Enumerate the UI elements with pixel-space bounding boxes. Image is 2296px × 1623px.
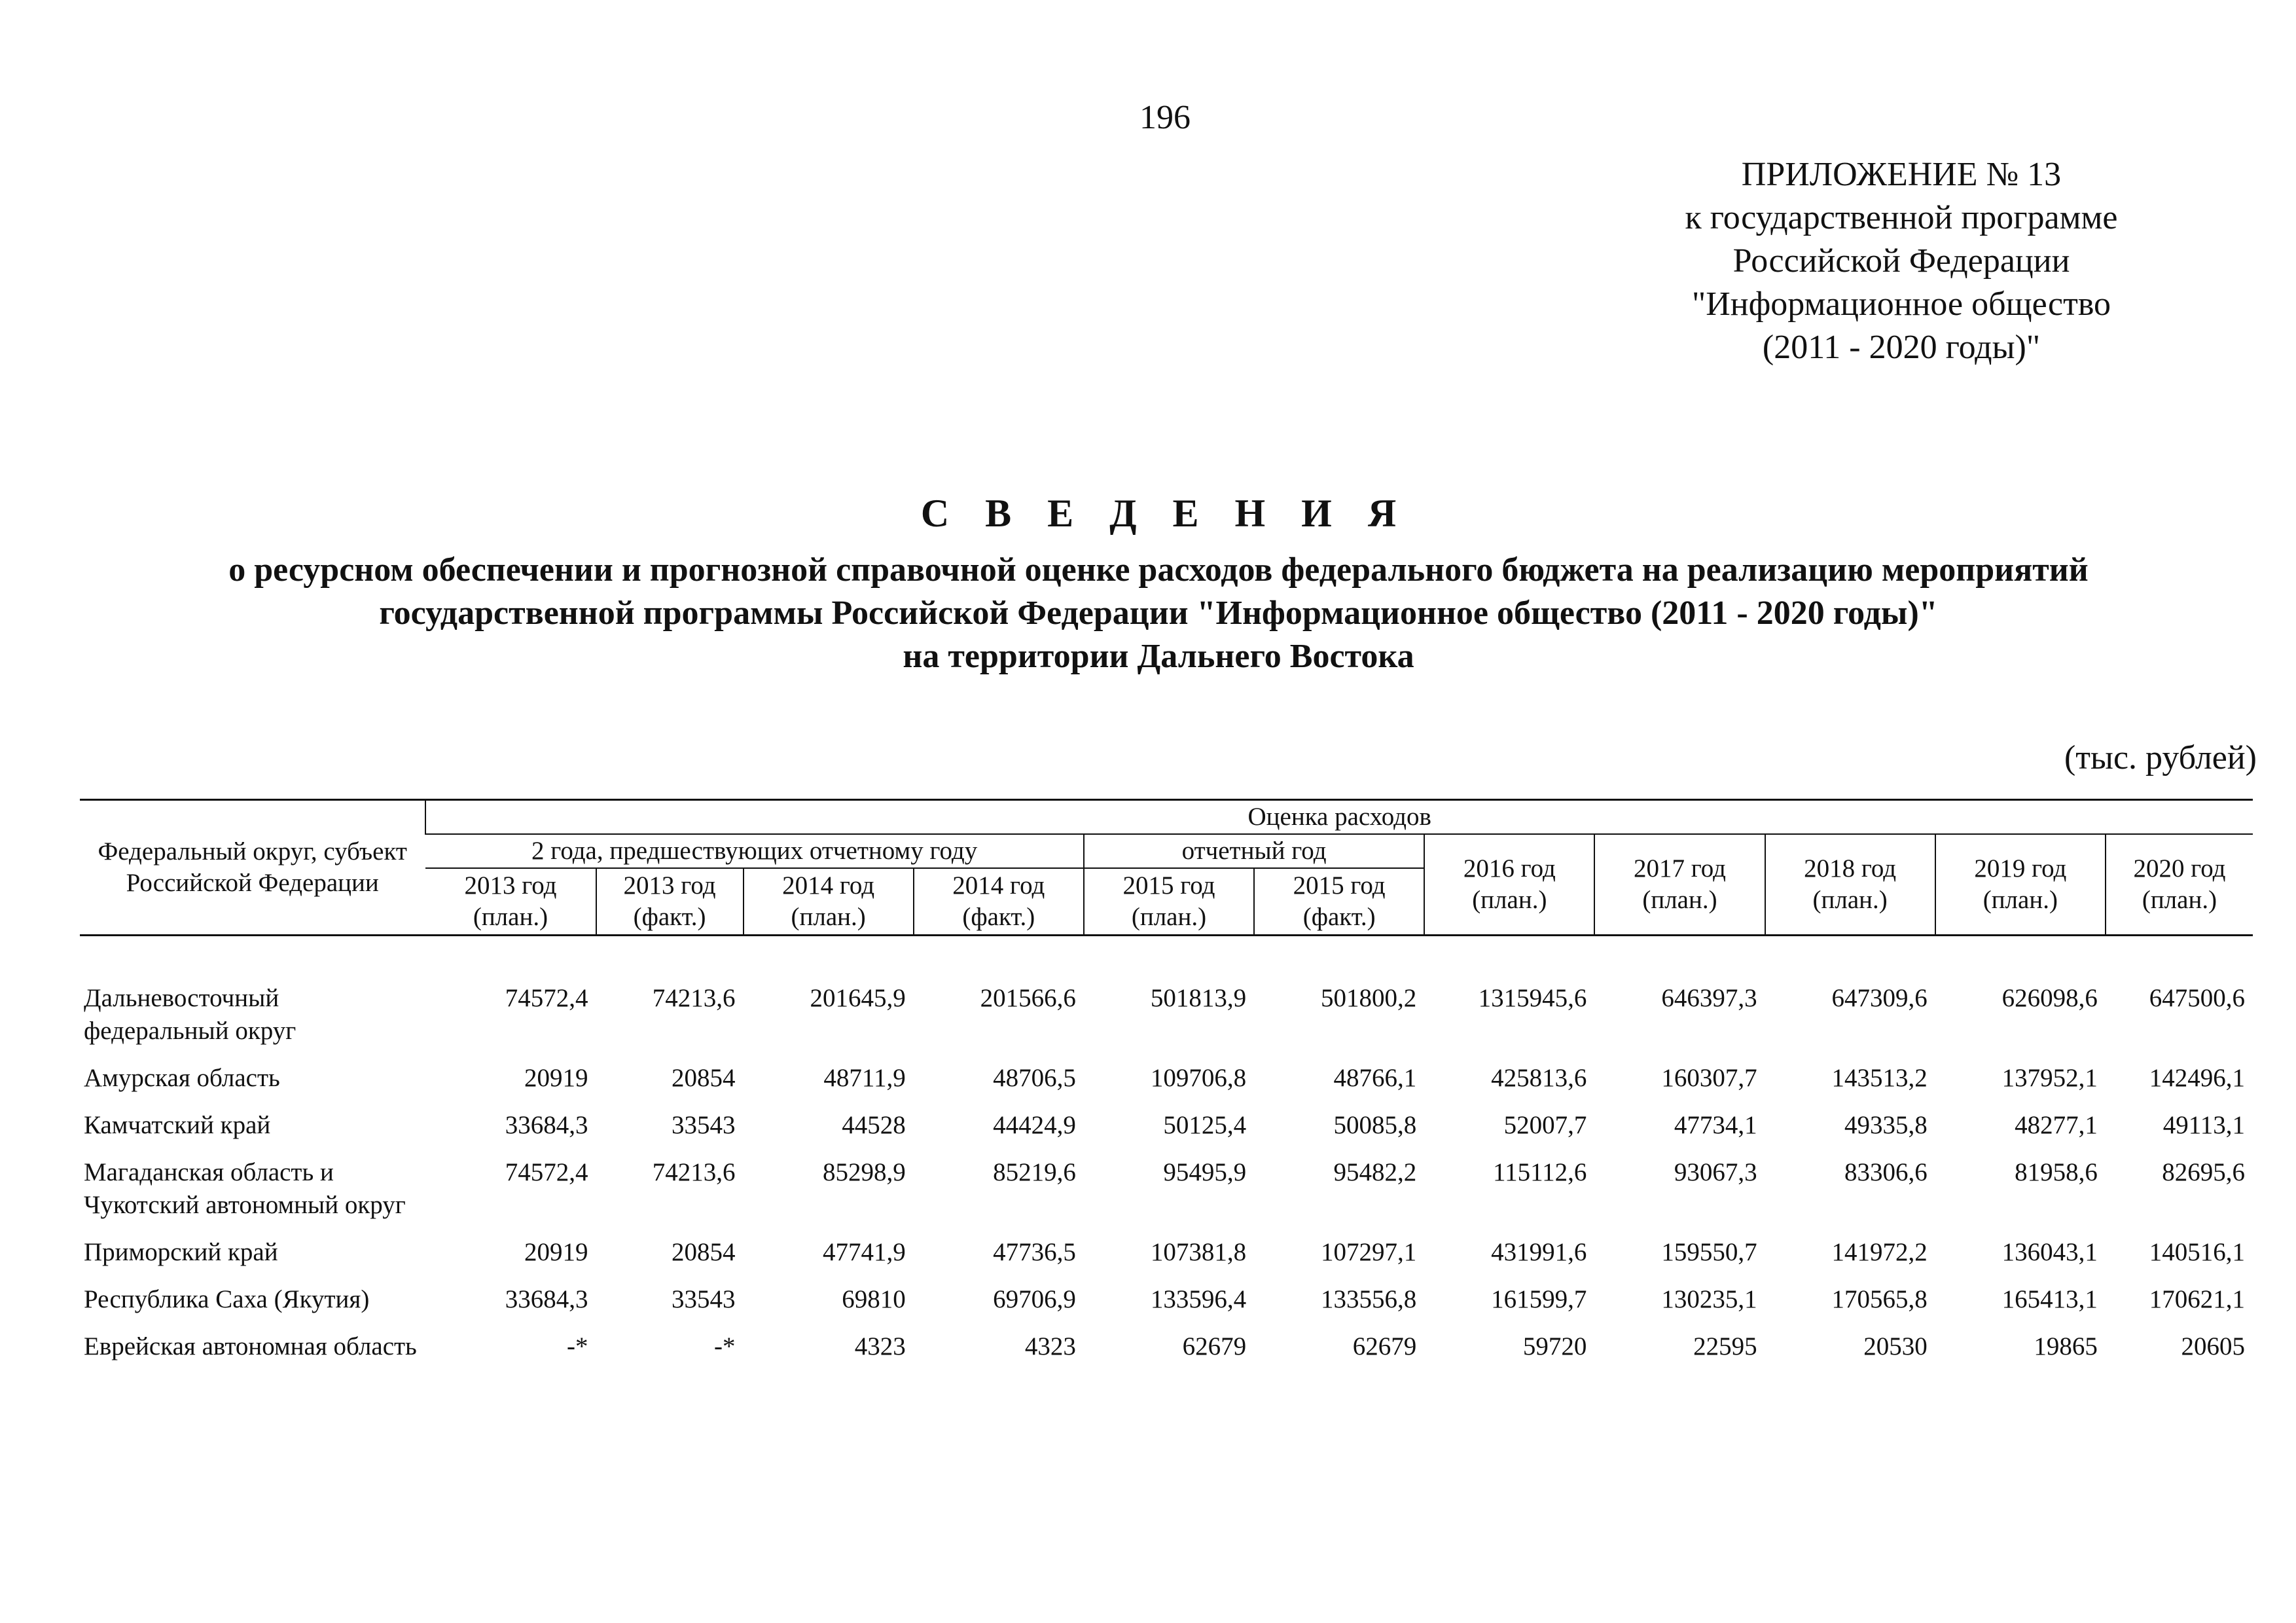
region-name: Камчатский край <box>84 1111 271 1139</box>
column-header <box>425 868 596 936</box>
expenses-table <box>80 799 2253 1377</box>
value-cell: 142496,1 <box>2149 1064 2245 1092</box>
column-header <box>2106 834 2253 936</box>
estimate-header: Оценка расходов <box>425 800 2253 835</box>
value-cell: 107297,1 <box>1320 1238 1417 1266</box>
table-row <box>80 936 2253 1063</box>
region-name: Республика Саха (Якутия) <box>84 1285 370 1313</box>
value-cell: 82695,6 <box>2162 1158 2245 1186</box>
value-cell: 22595 <box>1693 1332 1757 1360</box>
column-year: 2015 год <box>1293 871 1386 900</box>
value-cell: 47741,9 <box>822 1238 906 1266</box>
value-cell: 47734,1 <box>1674 1111 1757 1139</box>
value-cell: 95495,9 <box>1163 1158 1247 1186</box>
value-cell: 44528 <box>842 1111 906 1139</box>
column-kind: (план.) <box>1982 886 2058 914</box>
table-row <box>80 1283 2253 1330</box>
value-cell: 62679 <box>1182 1332 1247 1360</box>
value-cell: 83306,6 <box>1844 1158 1928 1186</box>
column-year: 2013 год <box>464 871 557 900</box>
value-cell: 201645,9 <box>810 984 906 1012</box>
column-year: 2016 год <box>1463 854 1556 883</box>
appendix-line: ПРИЛОЖЕНИЕ № 13 <box>1741 156 2062 193</box>
value-cell: 59720 <box>1522 1332 1587 1360</box>
column-year: 2015 год <box>1122 871 1215 900</box>
value-cell: 130235,1 <box>1661 1285 1757 1313</box>
value-cell: 33543 <box>672 1111 736 1139</box>
table-row <box>80 1062 2253 1109</box>
value-cell: 33684,3 <box>505 1111 588 1139</box>
appendix-line: Российской Федерации <box>1732 242 2070 280</box>
value-cell: 143513,2 <box>1831 1064 1928 1092</box>
value-cell: 48277,1 <box>2015 1111 2098 1139</box>
value-cell: 52007,7 <box>1503 1111 1587 1139</box>
table-row <box>80 1109 2253 1156</box>
value-cell: 20530 <box>1863 1332 1928 1360</box>
column-year: 2020 год <box>2133 854 2226 883</box>
table-row <box>80 1236 2253 1283</box>
column-year: 2018 год <box>1804 854 1897 883</box>
value-cell: 647500,6 <box>2149 984 2245 1012</box>
value-cell: 47736,5 <box>993 1238 1076 1266</box>
value-cell: 425813,6 <box>1491 1064 1587 1092</box>
region-name: Магаданская область и Чукотский автономный округ <box>84 1158 406 1219</box>
region-column-header <box>80 800 425 936</box>
column-header <box>1594 834 1765 936</box>
value-cell: 160307,7 <box>1661 1064 1757 1092</box>
column-kind: (план.) <box>2142 886 2217 914</box>
value-cell: 33684,3 <box>505 1285 588 1313</box>
column-kind: (план.) <box>473 903 548 931</box>
value-cell: -* <box>714 1332 736 1360</box>
value-cell: 140516,1 <box>2149 1238 2245 1266</box>
value-cell: 49113,1 <box>2162 1111 2245 1139</box>
value-cell: 69706,9 <box>993 1285 1076 1313</box>
column-kind: (план.) <box>1131 903 1207 931</box>
column-year: 2014 год <box>782 871 875 900</box>
table-row <box>80 1330 2253 1377</box>
value-cell: 159550,7 <box>1661 1238 1757 1266</box>
value-cell: 133556,8 <box>1320 1285 1417 1313</box>
column-year: 2019 год <box>1974 854 2067 883</box>
value-cell: 48711,9 <box>823 1064 906 1092</box>
value-cell: 431991,6 <box>1491 1238 1587 1266</box>
region-name: Приморский край <box>84 1238 278 1266</box>
value-cell: 646397,3 <box>1661 984 1757 1012</box>
column-header <box>744 868 914 936</box>
value-cell: 81958,6 <box>2015 1158 2098 1186</box>
column-kind: (факт.) <box>633 903 706 931</box>
value-cell: 95482,2 <box>1333 1158 1417 1186</box>
value-cell: 50125,4 <box>1163 1111 1247 1139</box>
value-cell: 20919 <box>524 1238 588 1266</box>
value-cell: 115112,6 <box>1493 1158 1587 1186</box>
value-cell: 50085,8 <box>1333 1111 1417 1139</box>
value-cell: 501813,9 <box>1150 984 1247 1012</box>
report-year-header: отчетный год <box>1084 834 1424 868</box>
value-cell: 501800,2 <box>1320 984 1417 1012</box>
table-body <box>80 936 2253 1378</box>
value-cell: 85219,6 <box>993 1158 1076 1186</box>
appendix-line: "Информационное общество <box>1691 285 2111 323</box>
value-cell: 20919 <box>524 1064 588 1092</box>
column-header <box>1935 834 2106 936</box>
value-cell: 170621,1 <box>2149 1285 2245 1313</box>
value-cell: 170565,8 <box>1831 1285 1928 1313</box>
subtitle-line: государственной программы Российской Федерации "Информационное общество (2011 - 2020 годы)" <box>379 594 1938 632</box>
value-cell: 1315945,6 <box>1478 984 1587 1012</box>
value-cell: 93067,3 <box>1674 1158 1757 1186</box>
appendix-block <box>1558 153 2245 369</box>
units-label: (тыс. рублей) <box>2064 739 2257 776</box>
page-number: 196 <box>1139 99 1191 136</box>
value-cell: 48766,1 <box>1333 1064 1417 1092</box>
value-cell: 74572,4 <box>505 984 588 1012</box>
value-cell: 161599,7 <box>1491 1285 1587 1313</box>
previous-years-header: 2 года, предшествующих отчетному году <box>425 834 1084 868</box>
column-header <box>1765 834 1935 936</box>
value-cell: -* <box>567 1332 588 1360</box>
region-name: Еврейская автономная область <box>84 1332 417 1360</box>
table-header <box>80 800 2253 936</box>
value-cell: 133596,4 <box>1150 1285 1247 1313</box>
subtitle-line: на территории Дальнего Востока <box>903 638 1414 675</box>
appendix-line: к государственной программе <box>1685 199 2118 236</box>
value-cell: 626098,6 <box>2001 984 2098 1012</box>
value-cell: 20605 <box>2181 1332 2245 1360</box>
column-kind: (план.) <box>1472 886 1547 914</box>
column-kind: (план.) <box>1812 886 1888 914</box>
document-subtitle <box>79 549 2238 678</box>
value-cell: 19865 <box>2034 1332 2098 1360</box>
value-cell: 141972,2 <box>1831 1238 1928 1266</box>
value-cell: 4323 <box>854 1332 906 1360</box>
value-cell: 647309,6 <box>1831 984 1928 1012</box>
value-cell: 44424,9 <box>993 1111 1076 1139</box>
column-kind: (план.) <box>791 903 866 931</box>
value-cell: 20854 <box>672 1238 736 1266</box>
column-kind: (факт.) <box>1302 903 1376 931</box>
column-header <box>914 868 1084 936</box>
column-year: 2014 год <box>952 871 1045 900</box>
column-header <box>1254 868 1424 936</box>
appendix-line: (2011 - 2020 годы)" <box>1762 329 2041 366</box>
value-cell: 85298,9 <box>822 1158 906 1186</box>
column-kind: (план.) <box>1642 886 1717 914</box>
value-cell: 109706,8 <box>1150 1064 1247 1092</box>
value-cell: 107381,8 <box>1150 1238 1247 1266</box>
region-column-header-text: Федеральный округ, субъект Российской Федерации <box>98 837 407 897</box>
column-kind: (факт.) <box>962 903 1035 931</box>
value-cell: 74213,6 <box>652 984 736 1012</box>
value-cell: 69810 <box>842 1285 906 1313</box>
region-name: Амурская область <box>84 1064 280 1092</box>
value-cell: 20854 <box>672 1064 736 1092</box>
value-cell: 62679 <box>1352 1332 1417 1360</box>
value-cell: 201566,6 <box>980 984 1076 1012</box>
region-name: Дальневосточный федеральный округ <box>84 984 296 1045</box>
value-cell: 48706,5 <box>993 1064 1076 1092</box>
value-cell: 165413,1 <box>2001 1285 2098 1313</box>
column-year: 2013 год <box>623 871 716 900</box>
value-cell: 136043,1 <box>2001 1238 2098 1266</box>
column-header <box>1084 868 1254 936</box>
document-title: С В Е Д Е Н И Я <box>920 492 1410 535</box>
column-header <box>596 868 744 936</box>
table-row <box>80 1156 2253 1236</box>
column-header <box>1424 834 1594 936</box>
value-cell: 4323 <box>1024 1332 1076 1360</box>
value-cell: 137952,1 <box>2001 1064 2098 1092</box>
column-year: 2017 год <box>1633 854 1726 883</box>
value-cell: 74213,6 <box>652 1158 736 1186</box>
subtitle-line: о ресурсном обеспечении и прогнозной справочной оценке расходов федерального бюджета на реализацию мероприятий <box>228 551 2089 589</box>
value-cell: 49335,8 <box>1844 1111 1928 1139</box>
value-cell: 74572,4 <box>505 1158 588 1186</box>
value-cell: 33543 <box>672 1285 736 1313</box>
